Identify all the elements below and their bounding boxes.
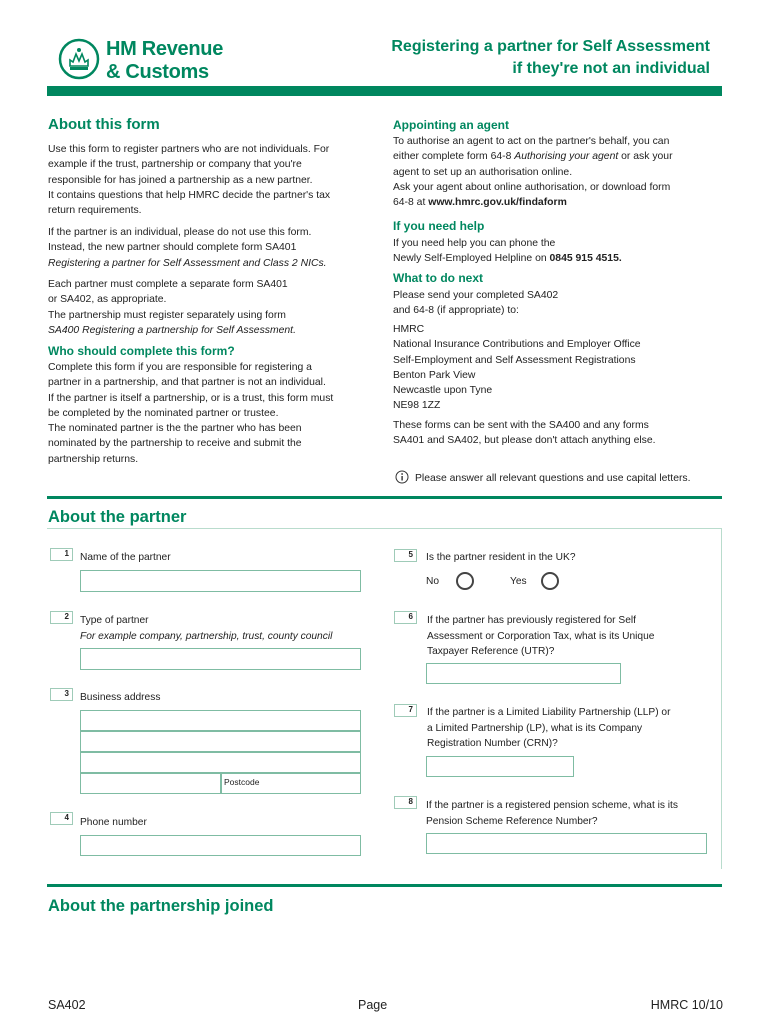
q6-label	[427, 613, 654, 660]
q5-label: Is the partner resident in the UK?	[426, 552, 576, 563]
text-line: If the partner has previously registered for Self	[427, 615, 636, 626]
question-number: 6	[394, 611, 417, 624]
q7-label	[427, 705, 670, 752]
text-line: or SA402, as appropriate.	[48, 294, 167, 306]
text-line: To authorise an agent to act on the partner's behalf, you can	[393, 136, 670, 147]
question-number: 4	[50, 812, 73, 825]
info-icon	[395, 470, 409, 484]
logo-line1: HM Revenue	[106, 38, 224, 60]
q3-label: Business address	[80, 692, 161, 703]
helpline-number: 0845 915 4515.	[549, 253, 622, 265]
address-line3-input[interactable]	[80, 752, 361, 773]
form-code: SA402	[48, 998, 86, 1012]
text-line: responsible for has joined a partnership as a new partner.	[48, 174, 313, 186]
text-line: Registration Number (CRN)?	[427, 738, 558, 749]
q2-hint: For example company, partnership, trust, county council	[80, 630, 333, 642]
text-line	[393, 251, 622, 266]
title-line2: if they're not an individual	[512, 60, 710, 77]
address-line: NE98 1ZZ	[393, 400, 441, 412]
q8-label	[426, 798, 678, 829]
who-para	[48, 360, 333, 467]
text-span: 64-8 at	[393, 197, 429, 209]
text-line: example if the trust, partnership or company that you're	[48, 159, 302, 171]
form-reference: SA400 Registering a partnership for Self Assessment.	[48, 324, 296, 336]
text-line: It contains questions that help HMRC decide the partner's tax	[48, 189, 331, 201]
q2-label	[80, 613, 332, 644]
text-line: Instead, the new partner should complete form SA401	[48, 242, 297, 254]
page-title	[290, 36, 710, 80]
next-closing	[393, 418, 656, 449]
text-span: Newly Self-Employed Helpline on	[393, 253, 550, 265]
postcode-input[interactable]	[221, 773, 361, 794]
form-reference: Authorising your agent	[514, 151, 619, 163]
partner-type-input[interactable]	[80, 648, 361, 670]
text-line: return requirements.	[48, 205, 142, 217]
note-text: Please answer all relevant questions and use capital letters.	[415, 473, 691, 484]
text-line: These forms can be sent with the SA400 and any forms	[393, 420, 649, 431]
text-line: be completed by the nominated partner or trustee.	[48, 407, 279, 419]
text-span: or ask your	[618, 151, 673, 163]
text-line: Complete this form if you are responsible for registering a	[48, 362, 312, 373]
next-text	[393, 288, 558, 319]
text-line	[393, 149, 673, 164]
q2-label-text: Type of partner	[80, 615, 149, 626]
text-line: partnership returns.	[48, 453, 139, 465]
resident-no-radio[interactable]	[456, 572, 474, 590]
address-line: Benton Park View	[393, 369, 476, 381]
text-line: If the partner is a registered pension scheme, what is its	[426, 800, 678, 811]
text-span: either complete form 64-8	[393, 151, 515, 163]
text-line: Please send your completed SA402	[393, 290, 559, 301]
postcode-label: Postcode	[224, 777, 260, 787]
address-line: Self-Employment and Self Assessment Registrations	[393, 354, 636, 366]
appointing-agent-text	[393, 134, 673, 210]
text-line: Assessment or Corporation Tax, what is its Unique	[427, 630, 655, 642]
logo-line2: & Customs	[106, 61, 209, 83]
text-line: Taxpayer Reference (UTR)?	[427, 646, 555, 657]
text-line: partner in a partnership, and that partner is not an individual.	[48, 377, 326, 389]
text-line: agent to set up an authorisation online.	[393, 166, 573, 178]
title-line1: Registering a partner for Self Assessment	[391, 38, 710, 55]
hmrc-logo	[58, 38, 238, 82]
text-line: If you need help you can phone the	[393, 238, 556, 249]
about-form-para2	[48, 225, 327, 271]
next-heading: What to do next	[393, 271, 483, 285]
address-line4-input[interactable]	[80, 773, 221, 794]
appointing-agent-heading: Appointing an agent	[393, 118, 509, 132]
who-heading: Who should complete this form?	[48, 344, 235, 358]
question-number: 1	[50, 548, 73, 561]
page-label: Page	[358, 998, 388, 1012]
resident-yes-label: Yes	[510, 576, 527, 587]
address-line: Newcastle upon Tyne	[393, 385, 493, 397]
text-line: The nominated partner is the the partner who has been	[48, 423, 302, 435]
question-number: 8	[394, 796, 417, 809]
form-version: HMRC 10/10	[650, 998, 723, 1012]
about-partner-heading: About the partner	[48, 508, 187, 526]
text-line: If the partner is itself a partnership, or is a trust, this form must	[48, 392, 334, 404]
form-reference: Registering a partner for Self Assessment and Class 2 NICs.	[48, 257, 327, 269]
findaform-link[interactable]: www.hmrc.gov.uk/findaform	[428, 197, 567, 209]
header-bar	[47, 86, 722, 96]
q4-label: Phone number	[80, 817, 147, 828]
text-line: If the partner is a Limited Liability Partnership (LLP) or	[427, 707, 671, 718]
text-line: Each partner must complete a separate form SA401	[48, 279, 288, 290]
question-number: 3	[50, 688, 73, 701]
text-line: Use this form to register partners who are not individuals. For	[48, 144, 330, 155]
about-form-heading: About this form	[48, 116, 160, 133]
text-line: If the partner is an individual, please do not use this form.	[48, 227, 312, 238]
section-rule	[47, 496, 722, 499]
hmrc-address	[393, 322, 641, 414]
about-form-para1	[48, 142, 330, 218]
partnership-joined-heading: About the partnership joined	[48, 897, 274, 915]
partner-name-input[interactable]	[80, 570, 361, 592]
address-line2-input[interactable]	[80, 731, 361, 752]
text-line: SA401 and SA402, but please don't attach anything else.	[393, 435, 656, 447]
text-line: nominated by the partnership to receive and submit the	[48, 438, 302, 450]
about-form-para3	[48, 277, 296, 338]
address-line: National Insurance Contributions and Employer Office	[393, 339, 641, 351]
text-line: and 64-8 (if appropriate) to:	[393, 305, 519, 317]
utr-input[interactable]	[426, 663, 621, 684]
resident-yes-radio[interactable]	[541, 572, 559, 590]
phone-input[interactable]	[80, 835, 361, 856]
crown-crest-icon	[58, 38, 100, 80]
text-line: a Limited Partnership (LP), what is its Company	[427, 722, 643, 734]
resident-no-label: No	[426, 576, 440, 587]
question-number: 7	[394, 704, 417, 717]
question-number: 2	[50, 611, 73, 624]
help-heading: If you need help	[393, 219, 485, 233]
text-line: Ask your agent about online authorisation, or download form	[393, 181, 671, 193]
text-line: The partnership must register separately using form	[48, 309, 286, 321]
address-line: HMRC	[393, 324, 425, 335]
pension-ref-input[interactable]	[426, 833, 707, 854]
text-line: Pension Scheme Reference Number?	[426, 815, 598, 827]
q1-label: Name of the partner	[80, 552, 171, 563]
address-line1-input[interactable]	[80, 710, 361, 731]
help-text	[393, 236, 622, 267]
crn-input[interactable]	[426, 756, 574, 777]
section-rule	[47, 884, 722, 887]
text-line	[393, 195, 673, 210]
question-number: 5	[394, 549, 417, 562]
